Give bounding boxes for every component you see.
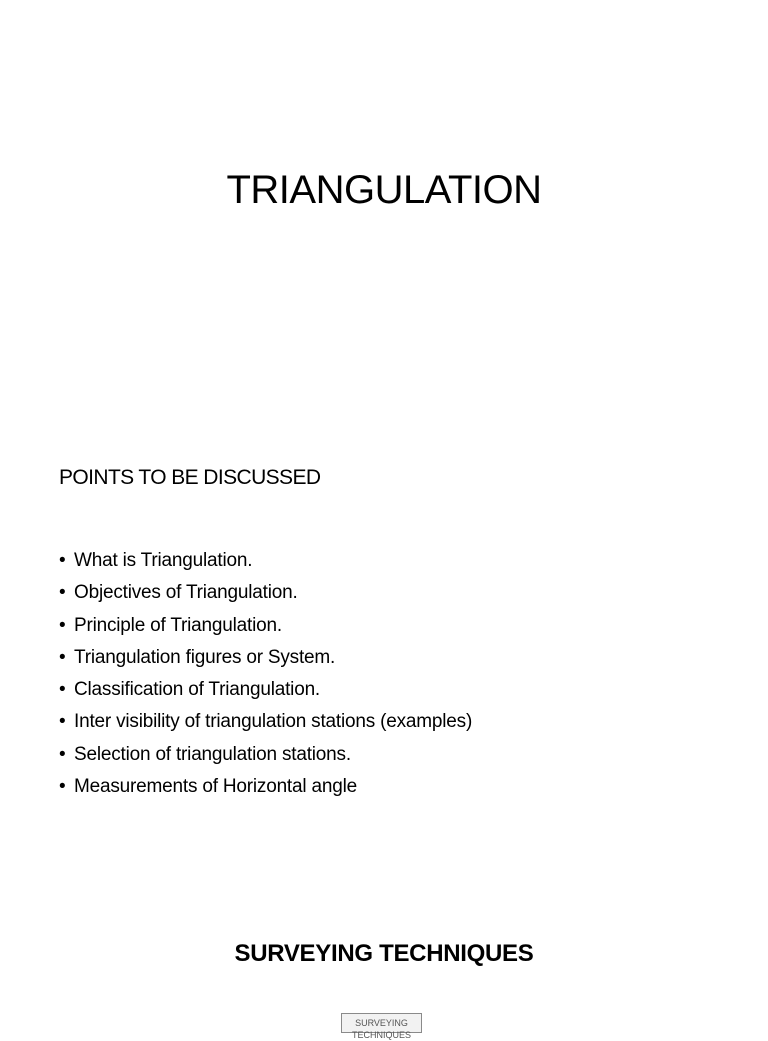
bullet-icon: • xyxy=(59,743,66,765)
list-item xyxy=(59,771,472,803)
topic-label: Measurements of Horizontal angle xyxy=(74,776,357,798)
list-item xyxy=(59,706,472,738)
bullet-icon: • xyxy=(59,582,66,604)
bullet-icon: • xyxy=(59,776,66,798)
list-item xyxy=(59,674,472,706)
bullet-icon: • xyxy=(59,550,66,571)
topic-label: Triangulation figures or System. xyxy=(74,646,336,668)
bullet-icon: • xyxy=(59,711,66,733)
topic-label: Inter visibility of triangulation stations (examples) xyxy=(74,711,473,733)
topic-label: Objectives of Triangulation. xyxy=(74,582,298,604)
list-item xyxy=(59,642,472,674)
topic-label: Principle of Triangulation. xyxy=(74,614,282,636)
section-heading: POINTS TO BE DISCUSSED xyxy=(59,466,321,489)
footer-heading: SURVEYING TECHNIQUES xyxy=(234,940,534,967)
cutoff-image-thumbnail xyxy=(341,1013,422,1040)
list-item xyxy=(59,610,472,642)
bullet-icon: • xyxy=(59,679,66,701)
topic-label: Selection of triangulation stations. xyxy=(74,743,351,765)
thumbnail-label: SURVEYING TECHNIQUES xyxy=(351,1018,411,1040)
topic-label: What is Triangulation. xyxy=(74,550,253,571)
slide-title: TRIANGULATION xyxy=(226,168,542,212)
bullet-icon: • xyxy=(59,614,66,636)
topic-list xyxy=(59,545,472,803)
list-item xyxy=(59,545,472,577)
topic-label: Classification of Triangulation. xyxy=(74,679,321,701)
list-item xyxy=(59,739,472,771)
bullet-icon: • xyxy=(59,646,66,668)
list-item xyxy=(59,577,472,609)
